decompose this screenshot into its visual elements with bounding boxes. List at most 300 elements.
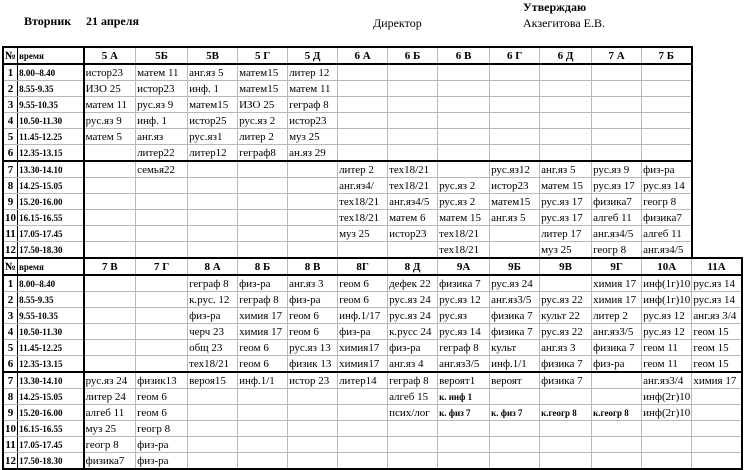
lesson-cell: семья22 xyxy=(136,161,188,178)
lesson-cell xyxy=(490,389,540,405)
lesson-cell: рус.яз 9 xyxy=(136,97,188,113)
lesson-cell xyxy=(136,340,188,356)
lesson-time: 8.00–8.40 xyxy=(18,275,84,292)
lesson-cell: литер 24 xyxy=(84,389,136,405)
lesson-cell xyxy=(592,113,642,129)
lesson-cell xyxy=(238,437,288,453)
lesson-cell xyxy=(238,194,288,210)
lesson-cell: матем 11 xyxy=(84,97,136,113)
lesson-cell: физика 7 xyxy=(438,275,490,292)
lesson-cell xyxy=(238,389,288,405)
lesson-cell xyxy=(490,97,540,113)
lesson-cell xyxy=(490,226,540,242)
lesson-number: 8 xyxy=(3,389,18,405)
lesson-cell: ИЗО 25 xyxy=(238,97,288,113)
schedule-row xyxy=(3,129,692,145)
lesson-cell: рус.яз xyxy=(438,308,490,324)
lesson-cell xyxy=(84,292,136,308)
lesson-cell xyxy=(388,145,438,162)
schedule-row xyxy=(3,161,692,178)
lesson-cell xyxy=(136,356,188,373)
lesson-cell: рус.яз 24 xyxy=(388,308,438,324)
lesson-cell xyxy=(136,292,188,308)
lesson-number: 5 xyxy=(3,340,18,356)
header-class: 5 А xyxy=(84,47,136,64)
schedule-row xyxy=(3,64,692,81)
lesson-number: 6 xyxy=(3,145,18,162)
lesson-cell xyxy=(438,453,490,470)
schedule-row xyxy=(3,242,692,259)
lesson-cell: матем15 xyxy=(188,97,238,113)
lesson-cell xyxy=(592,145,642,162)
lesson-cell: культ 22 xyxy=(540,308,592,324)
lesson-number: 6 xyxy=(3,356,18,373)
lesson-cell: муз 25 xyxy=(288,129,338,145)
lesson-cell: к.геогр 8 xyxy=(540,405,592,421)
lesson-cell: инф(2г)10 xyxy=(643,406,691,419)
lesson-cell xyxy=(642,453,692,470)
lesson-cell xyxy=(388,81,438,97)
schedule-row xyxy=(3,194,692,210)
lesson-cell xyxy=(136,226,188,242)
lesson-time: 13.30-14.10 xyxy=(18,161,84,178)
lesson-cell xyxy=(238,161,288,178)
lesson-cell: геогр 8 xyxy=(642,194,692,210)
lesson-cell xyxy=(642,421,692,437)
lesson-cell: рус.яз 14 xyxy=(692,275,742,292)
lesson-cell xyxy=(338,64,388,81)
lesson-cell: рус.яз 12 xyxy=(642,308,692,324)
lesson-cell xyxy=(136,308,188,324)
lesson-cell: геграф 8 xyxy=(238,292,288,308)
lesson-time: 16.15-16.55 xyxy=(18,210,84,226)
lesson-cell: анг.яз3/5 xyxy=(592,324,642,340)
lesson-cell: муз 25 xyxy=(84,421,136,437)
header-class: 7 Г xyxy=(136,258,188,275)
lesson-cell: рус.яз 13 xyxy=(288,340,338,356)
header-class: 8 В xyxy=(288,258,338,275)
header-num: № xyxy=(3,258,18,275)
schedule-table-grades-7-11 xyxy=(2,257,743,470)
lesson-cell xyxy=(642,113,692,129)
lesson-cell: геом 6 xyxy=(288,324,338,340)
lesson-cell: матем 5 xyxy=(84,129,136,145)
lesson-cell: истор23 xyxy=(490,178,540,194)
lesson-cell: истор23 xyxy=(136,81,188,97)
lesson-cell: матем15 xyxy=(238,64,288,81)
lesson-cell xyxy=(238,453,288,470)
lesson-cell xyxy=(136,275,188,292)
lesson-cell xyxy=(238,405,288,421)
schedule-row xyxy=(3,356,742,373)
lesson-cell xyxy=(238,178,288,194)
lesson-cell: химия17 xyxy=(338,356,388,373)
lesson-cell xyxy=(338,421,388,437)
lesson-cell xyxy=(592,421,642,437)
lesson-cell xyxy=(388,64,438,81)
lesson-cell: физ-ра xyxy=(136,453,188,470)
lesson-cell: геграф 8 xyxy=(188,275,238,292)
lesson-time: 8.55-9.35 xyxy=(18,292,84,308)
lesson-cell: анг.яз 3 xyxy=(288,275,338,292)
lesson-cell: геграф 8 xyxy=(388,372,438,389)
lesson-cell: к. физ 7 xyxy=(490,405,540,421)
lesson-time: 16.15-16.55 xyxy=(18,421,84,437)
header-class: 10А xyxy=(642,258,692,275)
lesson-number: 3 xyxy=(3,97,18,113)
header-time: время xyxy=(18,47,84,64)
lesson-cell xyxy=(84,308,136,324)
lesson-cell xyxy=(288,161,338,178)
lesson-cell: рус.яз 24 xyxy=(490,275,540,292)
lesson-cell: инф.1/1 xyxy=(238,372,288,389)
lesson-cell xyxy=(540,275,592,292)
lesson-cell: геогр 8 xyxy=(84,437,136,453)
lesson-time: 12.35-13.15 xyxy=(18,356,84,373)
lesson-cell: тех18/21 xyxy=(388,178,438,194)
lesson-cell: рус.яз 17 xyxy=(592,178,642,194)
lesson-cell: анг.яз 4 xyxy=(388,356,438,373)
lesson-cell: физика 7 xyxy=(490,308,540,324)
lesson-cell: к.рус. 12 xyxy=(188,292,238,308)
lesson-cell: истор23 xyxy=(388,226,438,242)
header-class: 5Б xyxy=(136,47,188,64)
lesson-cell: физ-ра xyxy=(388,340,438,356)
header-class: 5В xyxy=(188,47,238,64)
lesson-number: 12 xyxy=(3,453,18,470)
lesson-cell: вероят1 xyxy=(438,372,490,389)
lesson-cell xyxy=(592,129,642,145)
lesson-cell: литер 17 xyxy=(540,226,592,242)
schedule-row xyxy=(3,437,742,453)
lesson-cell xyxy=(338,113,388,129)
lesson-number: 2 xyxy=(3,81,18,97)
header-class: 11А xyxy=(692,258,742,275)
schedule-row xyxy=(3,97,692,113)
header-class: 8 А xyxy=(188,258,238,275)
lesson-cell: матем15 xyxy=(490,194,540,210)
lesson-cell xyxy=(490,113,540,129)
lesson-cell xyxy=(642,145,692,162)
lesson-cell: к. физ 7 xyxy=(438,405,490,421)
lesson-cell xyxy=(388,97,438,113)
lesson-cell xyxy=(238,210,288,226)
lesson-cell: химия 17 xyxy=(238,308,288,324)
lesson-cell xyxy=(438,421,490,437)
header-class: 8 Б xyxy=(238,258,288,275)
lesson-cell xyxy=(188,437,238,453)
lesson-cell: истор23 xyxy=(288,113,338,129)
lesson-cell xyxy=(642,81,692,97)
lesson-cell: рус.яз 14 xyxy=(642,178,692,194)
lesson-number: 7 xyxy=(3,372,18,389)
lesson-number: 4 xyxy=(3,113,18,129)
lesson-cell xyxy=(238,226,288,242)
lesson-time: 17.50-18.30 xyxy=(18,453,84,470)
lesson-cell: матем 11 xyxy=(136,64,188,81)
lesson-cell: культ xyxy=(490,340,540,356)
lesson-cell xyxy=(288,194,338,210)
lesson-cell: химия 17 xyxy=(592,292,642,308)
lesson-cell: физика7 xyxy=(592,194,642,210)
lesson-cell: геом 6 xyxy=(338,275,388,292)
lesson-cell: рус.яз 9 xyxy=(592,161,642,178)
lesson-cell xyxy=(188,453,238,470)
lesson-cell xyxy=(388,453,438,470)
lesson-cell: матем 11 xyxy=(288,81,338,97)
schedule-row xyxy=(3,340,742,356)
schedule-row xyxy=(3,178,692,194)
lesson-cell xyxy=(288,421,338,437)
lesson-cell xyxy=(642,97,692,113)
lesson-cell: анг.яз 3/4 xyxy=(692,308,742,324)
approve-label: Утверждаю xyxy=(523,0,587,14)
schedule-row xyxy=(3,226,692,242)
lesson-cell: анг.яз4/5 xyxy=(388,194,438,210)
lesson-cell: тех18/21 xyxy=(338,194,388,210)
lesson-number: 1 xyxy=(3,64,18,81)
lesson-cell: инф(1г)10 xyxy=(642,275,692,292)
lesson-cell: литер 12 xyxy=(288,64,338,81)
lesson-cell xyxy=(338,145,388,162)
schedule-row xyxy=(3,324,742,340)
lesson-cell xyxy=(338,97,388,113)
lesson-cell: геом 6 xyxy=(136,405,188,421)
lesson-cell: муз 25 xyxy=(540,242,592,259)
lesson-cell xyxy=(438,64,490,81)
lesson-cell: тех18/21 xyxy=(438,226,490,242)
lesson-cell xyxy=(288,226,338,242)
lesson-cell: матем15 xyxy=(238,81,288,97)
lesson-number: 11 xyxy=(3,437,18,453)
lesson-cell xyxy=(288,210,338,226)
lesson-cell xyxy=(438,161,490,178)
lesson-cell xyxy=(188,242,238,259)
lesson-cell xyxy=(136,194,188,210)
lesson-cell xyxy=(592,372,642,389)
lesson-cell: физика7 xyxy=(642,210,692,226)
lesson-time: 14.25-15.05 xyxy=(18,178,84,194)
lesson-cell: химия 17 xyxy=(692,372,742,389)
lesson-cell xyxy=(188,178,238,194)
lesson-cell xyxy=(692,405,742,421)
lesson-cell: алгеб 11 xyxy=(642,226,692,242)
lesson-cell xyxy=(388,242,438,259)
lesson-cell xyxy=(188,210,238,226)
lesson-time: 10.50-11.30 xyxy=(18,324,84,340)
lesson-cell: физика 7 xyxy=(540,372,592,389)
date-label: 21 апреля xyxy=(86,14,139,28)
lesson-cell: инф.1/1 xyxy=(490,356,540,373)
lesson-cell: геграф8 xyxy=(238,145,288,162)
schedule-row xyxy=(3,372,742,389)
lesson-cell: литер 2 xyxy=(592,308,642,324)
lesson-cell xyxy=(642,129,692,145)
lesson-cell xyxy=(84,275,136,292)
lesson-cell: к.русс 24 xyxy=(388,324,438,340)
lesson-number: 4 xyxy=(3,324,18,340)
lesson-cell: инф. 1 xyxy=(136,113,188,129)
lesson-number: 9 xyxy=(3,194,18,210)
lesson-cell xyxy=(288,178,338,194)
lesson-cell: рус.яз 17 xyxy=(540,194,592,210)
header-class: 7 В xyxy=(84,258,136,275)
lesson-cell xyxy=(692,453,742,470)
lesson-cell xyxy=(338,389,388,405)
lesson-cell: физ-ра xyxy=(238,275,288,292)
schedule-row xyxy=(3,210,692,226)
lesson-time: 17.05-17.45 xyxy=(18,437,84,453)
lesson-cell xyxy=(288,453,338,470)
lesson-number: 11 xyxy=(3,226,18,242)
lesson-cell: к. инф 1 xyxy=(438,389,490,405)
lesson-cell xyxy=(84,145,136,162)
lesson-cell xyxy=(490,81,540,97)
header-row xyxy=(3,258,742,275)
lesson-cell: литер 2 xyxy=(238,129,288,145)
lesson-cell xyxy=(540,453,592,470)
lesson-cell: рус.яз 22 xyxy=(540,292,592,308)
lesson-cell xyxy=(592,389,642,405)
lesson-cell: анг.яз 5 xyxy=(188,64,238,81)
lesson-number: 8 xyxy=(3,178,18,194)
lesson-cell: псих/лог xyxy=(388,405,438,421)
lesson-cell: тех18/21 xyxy=(338,210,388,226)
lesson-time: 17.05-17.45 xyxy=(18,226,84,242)
lesson-cell: рус.яз 14 xyxy=(692,292,742,308)
header-class: 5 Д xyxy=(288,47,338,64)
lesson-cell xyxy=(338,129,388,145)
lesson-cell xyxy=(388,421,438,437)
lesson-cell: анг.яз4/ xyxy=(338,178,388,194)
lesson-cell: физик13 xyxy=(136,372,188,389)
lesson-cell: рус.яз 2 xyxy=(438,178,490,194)
lesson-time: 13.30-14.10 xyxy=(18,372,84,389)
lesson-cell: истор23 xyxy=(84,64,136,81)
lesson-cell: истор25 xyxy=(188,113,238,129)
lesson-cell: физика 7 xyxy=(540,356,592,373)
lesson-cell: рус.яз 12 xyxy=(438,292,490,308)
lesson-cell xyxy=(490,421,540,437)
lesson-time: 11.45-12.25 xyxy=(18,340,84,356)
lesson-cell xyxy=(692,389,742,405)
lesson-cell xyxy=(540,64,592,81)
lesson-cell xyxy=(540,145,592,162)
lesson-cell xyxy=(438,437,490,453)
lesson-cell: истор 23 xyxy=(288,372,338,389)
lesson-number: 10 xyxy=(3,210,18,226)
lesson-cell xyxy=(388,437,438,453)
lesson-cell: физика7 xyxy=(84,453,136,470)
lesson-cell: анг.яз xyxy=(136,129,188,145)
lesson-cell: геом 11 xyxy=(642,340,692,356)
lesson-cell xyxy=(540,389,592,405)
lesson-cell: анг.яз 5 xyxy=(540,161,592,178)
lesson-cell xyxy=(288,389,338,405)
lesson-cell xyxy=(84,324,136,340)
lesson-time: 14.25-15.05 xyxy=(18,389,84,405)
lesson-cell xyxy=(540,81,592,97)
lesson-cell xyxy=(288,405,338,421)
lesson-cell: литер22 xyxy=(136,145,188,162)
header-class: 6 А xyxy=(338,47,388,64)
lesson-cell: тех18/21 xyxy=(438,242,490,259)
lesson-cell: вероят xyxy=(490,372,540,389)
lesson-cell: рус.яз 22 xyxy=(540,324,592,340)
lesson-cell: физ-ра xyxy=(188,308,238,324)
lesson-cell xyxy=(188,226,238,242)
lesson-cell xyxy=(592,81,642,97)
lesson-time: 9.55-10.35 xyxy=(18,308,84,324)
lesson-cell xyxy=(338,242,388,259)
schedule-row xyxy=(3,389,742,405)
lesson-cell: геом 15 xyxy=(692,356,742,373)
lesson-cell: геом 6 xyxy=(238,356,288,373)
lesson-cell: черч 23 xyxy=(188,324,238,340)
lesson-cell xyxy=(490,437,540,453)
lesson-cell: литер14 xyxy=(338,372,388,389)
lesson-time: 8.55-9.35 xyxy=(18,81,84,97)
lesson-cell xyxy=(136,178,188,194)
lesson-cell: литер 2 xyxy=(338,161,388,178)
lesson-number: 10 xyxy=(3,421,18,437)
lesson-cell xyxy=(238,242,288,259)
director-name: Акзегитова Е.В. xyxy=(523,16,606,30)
schedule-row xyxy=(3,145,692,162)
lesson-cell: физик 13 xyxy=(288,356,338,373)
schedule-row xyxy=(3,292,742,308)
lesson-cell xyxy=(84,242,136,259)
lesson-cell: физика 7 xyxy=(592,340,642,356)
schedule-row xyxy=(3,421,742,437)
lesson-cell xyxy=(188,421,238,437)
header-num: № xyxy=(3,47,18,64)
schedule-row xyxy=(3,81,692,97)
lesson-cell: химия 17 xyxy=(238,324,288,340)
lesson-cell: анг.яз3/5 xyxy=(438,356,490,373)
lesson-cell xyxy=(540,129,592,145)
lesson-cell xyxy=(136,324,188,340)
header-class: 7 Б xyxy=(642,47,692,64)
lesson-cell: рус.яз 24 xyxy=(388,292,438,308)
director-label: Директор xyxy=(373,16,422,30)
day-label: Вторник xyxy=(24,14,72,28)
lesson-cell xyxy=(490,242,540,259)
lesson-cell: общ 23 xyxy=(188,340,238,356)
lesson-cell: геом 15 xyxy=(692,340,742,356)
lesson-cell xyxy=(288,437,338,453)
lesson-cell: анг.яз3/5 xyxy=(490,292,540,308)
lesson-cell: рус.яз 17 xyxy=(540,210,592,226)
lesson-cell: инф(1г)10 xyxy=(643,293,691,306)
lesson-cell xyxy=(692,437,742,453)
lesson-cell: геогр 8 xyxy=(136,421,188,437)
lesson-cell: тех18/21 xyxy=(388,161,438,178)
lesson-cell xyxy=(692,421,742,437)
lesson-cell: рус.яз 9 xyxy=(84,113,136,129)
lesson-cell: вероя15 xyxy=(188,372,238,389)
lesson-cell: физ-ра xyxy=(338,324,388,340)
lesson-cell: алгеб 11 xyxy=(84,405,136,421)
lesson-cell: анг.яз4/5 xyxy=(592,226,642,242)
lesson-cell xyxy=(388,113,438,129)
lesson-cell xyxy=(490,129,540,145)
lesson-cell: физ-ра xyxy=(136,437,188,453)
lesson-cell: тех18/21 xyxy=(188,356,238,373)
lesson-cell: ИЗО 25 xyxy=(84,81,136,97)
schedule-row xyxy=(3,453,742,470)
header-class: 9Г xyxy=(592,258,642,275)
